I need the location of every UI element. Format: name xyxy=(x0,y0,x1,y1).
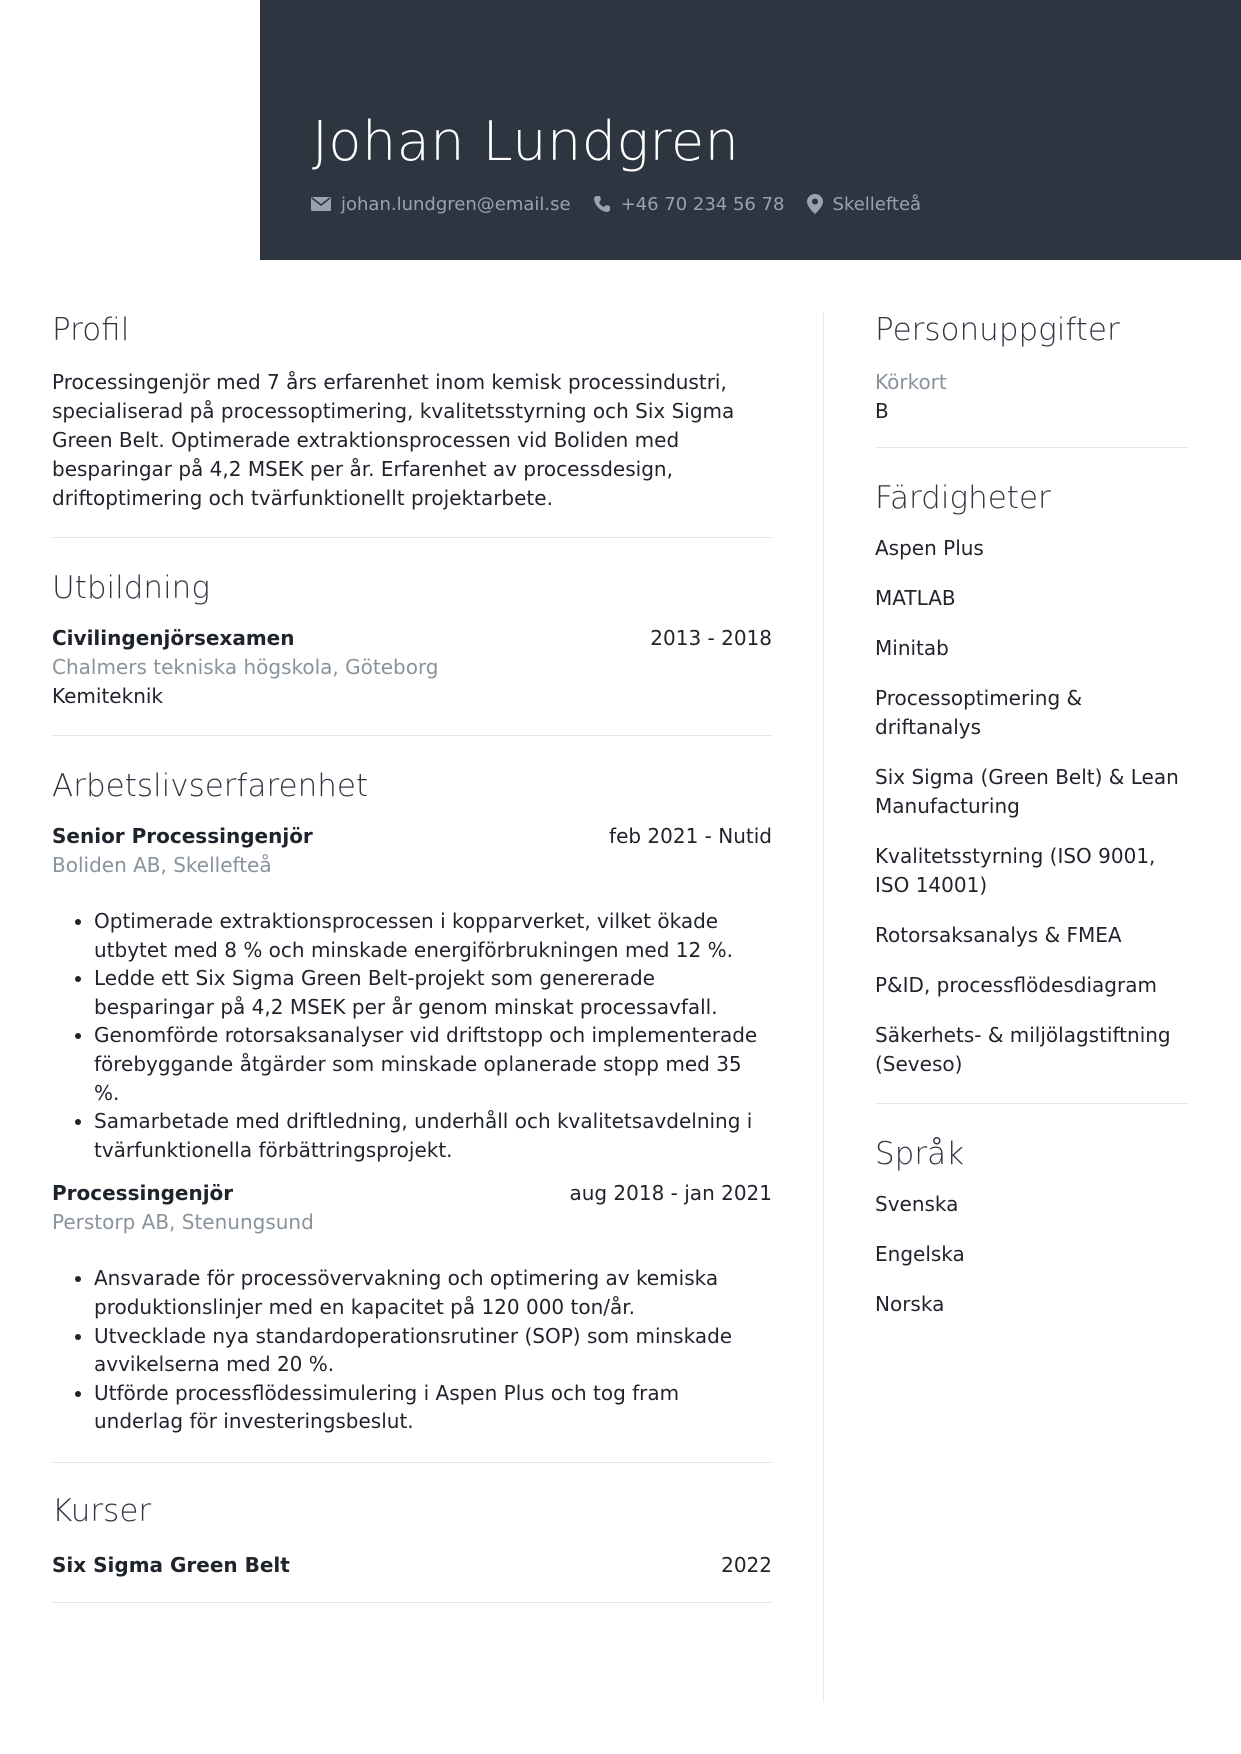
language-item: Svenska xyxy=(875,1192,959,1216)
course-entry xyxy=(52,1551,772,1580)
section-divider xyxy=(875,447,1189,448)
skills-section xyxy=(875,476,1189,1079)
header-banner xyxy=(260,0,1241,260)
license-label: Körkort xyxy=(875,370,947,394)
job-dates: aug 2018 - jan 2021 xyxy=(569,1181,772,1206)
personal-heading: Personuppgifter xyxy=(875,312,1120,348)
experience-section xyxy=(52,764,772,1436)
job-bullet: • Optimerade extraktionsprocessen i kopparverket, vilket ökade utbytet med 8 % och minskade energiförbrukningen med 12 %. xyxy=(94,907,772,964)
education-section xyxy=(52,566,772,711)
personal-section xyxy=(875,308,1189,426)
skill-item: Six Sigma (Green Belt) & Lean Manufacturing xyxy=(875,765,1179,818)
section-divider xyxy=(52,735,772,736)
courses-heading: Kurser xyxy=(52,1492,152,1529)
skill-item: Rotorsaksanalys & FMEA xyxy=(875,923,1122,947)
skill-item: Kvalitetsstyrning (ISO 9001, ISO 14001) xyxy=(875,844,1156,897)
job-bullets xyxy=(52,1264,772,1436)
location-pin-icon xyxy=(807,194,823,214)
skill-item: Minitab xyxy=(875,636,949,660)
phone-contact[interactable] xyxy=(593,194,785,215)
profile-section xyxy=(52,308,772,513)
skill-item: Säkerhets- & miljölagstiftning (Seveso) xyxy=(875,1023,1171,1076)
column-divider xyxy=(823,312,824,1702)
profile-heading: Profil xyxy=(52,312,130,348)
language-item: Engelska xyxy=(875,1242,965,1266)
experience-heading: Arbetslivserfarenhet xyxy=(52,768,369,804)
job-dates: feb 2021 - Nutid xyxy=(609,824,772,848)
languages-section xyxy=(875,1132,1189,1319)
education-entry-head xyxy=(52,624,772,653)
degree-title: Civilingenjörsexamen xyxy=(52,626,295,650)
candidate-name: Johan Lundgren xyxy=(312,110,740,173)
profile-text: Processingenjör med 7 års erfarenhet inom kemisk processindustri, specialiserad på processoptimering, kvalitetsstyrning och Six Sigma Green Belt. Optimerade extraktionsprocessen vid Boliden med besparingar på 4,2 MSEK per år. Erfarenhet av processdesign, driftoptimering och tvärfunktionellt projektarbete. xyxy=(52,370,735,510)
course-year: 2022 xyxy=(721,1552,772,1577)
job-head xyxy=(52,822,772,851)
envelope-icon xyxy=(311,196,331,212)
section-divider xyxy=(52,1462,772,1463)
job-entry xyxy=(52,822,772,1164)
job-bullet: • Ansvarade för processövervakning och optimering av kemiska produktionslinjer med en kapacitet på 120 000 ton/år. xyxy=(94,1264,772,1321)
job-bullet: • Samarbetade med driftledning, underhåll och kvalitetsavdelning i tvärfunktionella förbättringsprojekt. xyxy=(94,1107,772,1164)
language-item: Norska xyxy=(875,1292,945,1316)
skill-item: P&ID, processflödesdiagram xyxy=(875,973,1157,997)
skill-item: Aspen Plus xyxy=(875,536,984,560)
job-bullets xyxy=(52,907,772,1164)
main-column xyxy=(52,308,772,1603)
skills-list xyxy=(875,534,1189,1079)
job-title: Senior Processingenjör xyxy=(52,824,313,848)
school-name: Chalmers tekniska högskola, Göteborg xyxy=(52,655,439,679)
license-value: B xyxy=(875,399,889,423)
courses-section xyxy=(52,1489,772,1580)
section-divider xyxy=(52,537,772,538)
skill-item: MATLAB xyxy=(875,586,956,610)
job-entry xyxy=(52,1179,772,1436)
email-contact[interactable] xyxy=(311,194,571,215)
job-title: Processingenjör xyxy=(52,1181,234,1206)
job-bullet: • Utvecklade nya standardoperationsrutiner (SOP) som minskade avvikelserna med 20 %. xyxy=(94,1322,772,1379)
education-dates: 2013 - 2018 xyxy=(650,626,772,650)
phone-icon xyxy=(593,195,611,213)
job-company: Boliden AB, Skellefteå xyxy=(52,853,272,877)
education-heading: Utbildning xyxy=(52,570,210,606)
job-bullet: • Utförde processflödessimulering i Aspen Plus och tog fram underlag för investeringsbeslut. xyxy=(94,1379,772,1436)
job-head xyxy=(52,1179,772,1208)
skill-item: Processoptimering & driftanalys xyxy=(875,686,1083,739)
location-contact xyxy=(807,194,922,215)
skills-heading: Färdigheter xyxy=(875,480,1051,516)
location-text: Skellefteå xyxy=(832,193,922,215)
languages-list xyxy=(875,1190,1189,1319)
phone-text: +46 70 234 56 78 xyxy=(620,193,785,215)
sidebar-column xyxy=(875,308,1189,1319)
languages-heading: Språk xyxy=(875,1136,965,1172)
email-text: johan.lundgren@email.se xyxy=(341,193,571,215)
section-divider xyxy=(875,1103,1189,1104)
study-field: Kemiteknik xyxy=(52,684,164,708)
section-divider xyxy=(52,1602,772,1603)
job-company: Perstorp AB, Stenungsund xyxy=(52,1210,314,1235)
job-bullet: • Genomförde rotorsaksanalyser vid driftstopp och implementerade förebyggande åtgärder som minskade oplanerade stopp med 35 %. xyxy=(94,1021,772,1107)
job-bullet: • Ledde ett Six Sigma Green Belt-projekt som genererade besparingar på 4,2 MSEK per år genom minskat processavfall. xyxy=(94,964,772,1021)
contact-row xyxy=(311,191,943,217)
course-name: Six Sigma Green Belt xyxy=(52,1552,290,1577)
